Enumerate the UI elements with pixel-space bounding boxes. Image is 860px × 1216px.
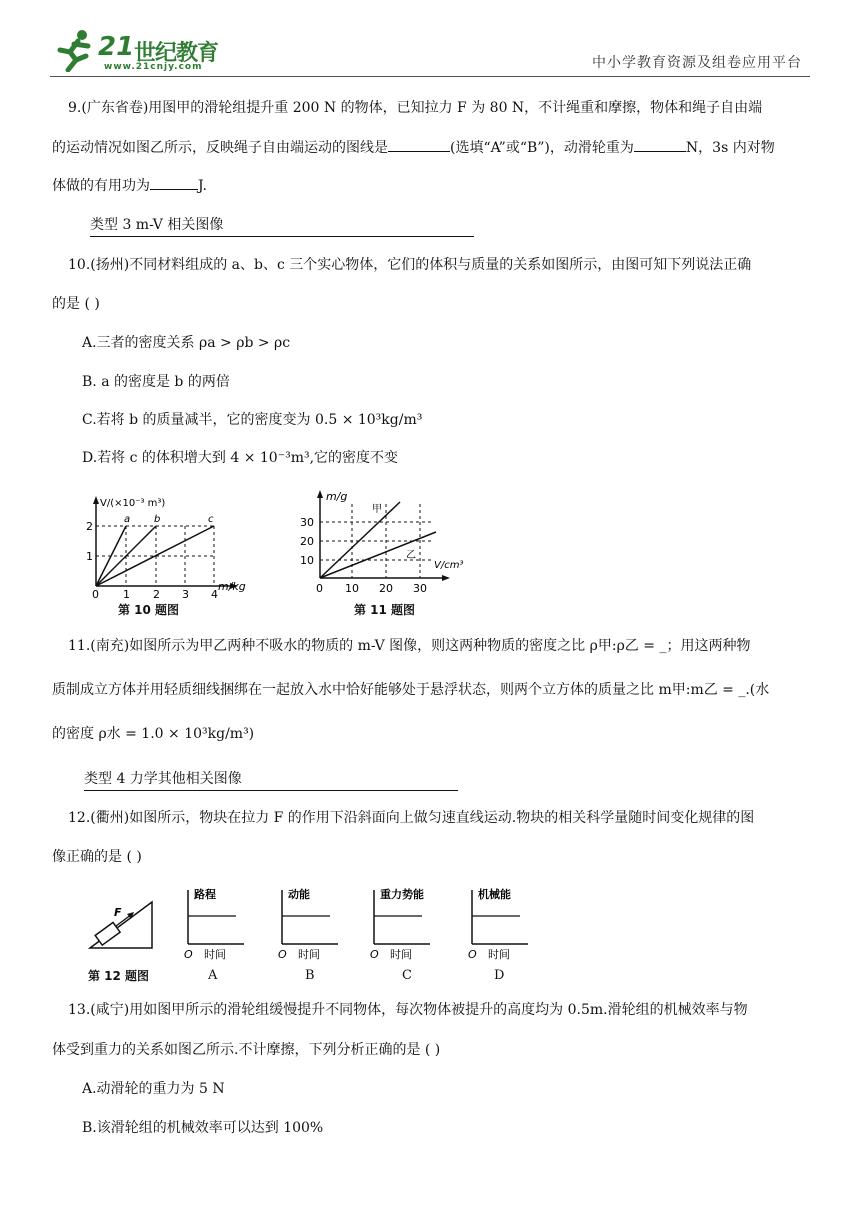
fig10-line-c xyxy=(96,526,214,586)
graph-origin: O xyxy=(468,948,477,961)
q13-line2: 体受到重力的关系如图乙所示.不计摩擦，下列分析正确的是 ( ) xyxy=(52,1042,441,1058)
section-type3: 类型 3 m-V 相关图像 xyxy=(90,214,474,237)
fig12-graph-d xyxy=(466,886,556,962)
q13-option-b: B.该滑轮组的机械效率可以达到 100% xyxy=(82,1120,324,1136)
q9-line2: 的运动情况如图乙所示，反映绳子自由端运动的图线是 (选填“A”或“B”)，动滑轮重为 N，3s 内对物 xyxy=(52,137,775,158)
fig10-xtick: 3 xyxy=(182,588,189,601)
fig12-graph-b xyxy=(276,886,366,962)
fig10-ytick: 1 xyxy=(86,550,93,563)
q9-line1: 9.(广东省卷)用图甲的滑轮组提升重 200 N 的物体，已知拉力 F 为 80 N，不计绳重和摩擦，物体和绳子自由端 xyxy=(68,100,763,116)
q10-line2: 的是 ( ) xyxy=(52,296,100,312)
fig11-graph xyxy=(296,486,476,602)
fig10-label-a: a xyxy=(124,514,131,525)
graph-origin: O xyxy=(370,948,379,961)
force-label: F xyxy=(114,906,122,919)
graph-xlabel: 时间 xyxy=(390,948,412,961)
platform-title: 中小学教育资源及组卷应用平台 xyxy=(592,55,802,71)
graph-c-letter: C xyxy=(402,968,412,983)
fig10-label-c: c xyxy=(208,514,214,525)
fig11-xlabel: V/cm³ xyxy=(434,560,464,571)
logo-url: www.21cnjy.com xyxy=(104,62,203,72)
graph-origin: O xyxy=(278,948,287,961)
graph-a-letter: A xyxy=(208,968,218,983)
q12-line1: 12.(衢州)如图所示，物块在拉力 F 的作用下沿斜面向上做匀速直线运动.物块的相关科学量随时间变化规律的图 xyxy=(68,810,755,826)
q10-line1: 10.(扬州)不同材料组成的 a、b、c 三个实心物体，它们的体积与质量的关系如图所示，由图可知下列说法正确 xyxy=(68,257,752,273)
fig11-line-yi xyxy=(320,532,436,578)
fig11-ytick: 10 xyxy=(300,554,314,567)
fig11-ytick: 20 xyxy=(300,535,314,548)
fig11-line-jia xyxy=(320,502,400,578)
fig10-label-b: b xyxy=(154,514,161,525)
graph-d-letter: D xyxy=(494,968,505,983)
fig11-xtick: 10 xyxy=(345,582,359,595)
fig11-caption: 第 11 题图 xyxy=(354,603,416,617)
fig11-ylabel: m/g xyxy=(326,490,348,503)
q11-line1: 11.(南充)如图所示为甲乙两种不吸水的物质的 m-V 图像，则这两种物质的密度之比 ρ甲:ρ乙 = _；用这两种物 xyxy=(68,638,751,654)
q10-option-d: D.若将 c 的体积增大到 4 × 10⁻³m³,它的密度不变 xyxy=(82,450,399,466)
fig10-ytick: 2 xyxy=(86,520,93,533)
fig10-ylabel: V/(×10⁻³ m³) xyxy=(100,498,166,509)
fig11-origin: 0 xyxy=(316,582,323,595)
q9-line3: 体做的有用功为 J. xyxy=(52,175,207,196)
q13-option-a: A.动滑轮的重力为 5 N xyxy=(82,1081,225,1097)
fig11-ytick: 30 xyxy=(300,516,314,529)
graph-b-letter: B xyxy=(305,968,315,983)
fig12-incline xyxy=(86,892,158,952)
q11-line2: 质制成立方体并用轻质细线捆绑在一起放入水中恰好能够处于悬浮状态，则两个立方体的质量之比 m甲:m乙 = _.(水 xyxy=(52,682,770,698)
fig11-label-yi: 乙 xyxy=(406,550,416,561)
header-divider xyxy=(50,76,810,77)
fig10-xtick: 2 xyxy=(153,588,160,601)
fig11-label-jia: 甲 xyxy=(372,504,382,515)
logo-text: 世纪教育 xyxy=(134,41,219,66)
logo-number: 21 xyxy=(98,32,135,62)
fig11-xtick: 20 xyxy=(379,582,393,595)
fig10-origin: 0 xyxy=(92,588,99,601)
runner-icon xyxy=(52,28,98,72)
fig10-xtick: 4 xyxy=(211,588,218,601)
q13-line1: 13.(咸宁)用如图甲所示的滑轮组缓慢提升不同物体，每次物体被提升的高度均为 0.5m.滑轮组的机械效率与物 xyxy=(68,1002,748,1018)
q11-line3: 的密度 ρ水 = 1.0 × 10³kg/m³) xyxy=(52,726,255,742)
q10-option-a: A.三者的密度关系 ρa > ρb > ρc xyxy=(82,335,291,351)
section-type4: 类型 4 力学其他相关图像 xyxy=(84,768,458,791)
fig12-caption: 第 12 题图 xyxy=(88,969,150,983)
fig12-graph-a xyxy=(182,886,272,962)
q12-line2: 像正确的是 ( ) xyxy=(52,849,142,865)
q10-option-c: C.若将 b 的质量减半，它的密度变为 0.5 × 10³kg/m³ xyxy=(82,412,423,428)
graph-ylabel: 重力势能 xyxy=(380,888,424,901)
graph-ylabel: 动能 xyxy=(288,888,310,901)
fig11-xtick: 30 xyxy=(413,582,427,595)
fig10-xtick: 1 xyxy=(123,588,130,601)
graph-xlabel: 时间 xyxy=(298,948,320,961)
site-logo xyxy=(50,22,230,78)
fig10-caption: 第 10 题图 xyxy=(118,603,180,617)
graph-xlabel: 时间 xyxy=(488,948,510,961)
graph-ylabel: 路程 xyxy=(194,888,216,901)
fig10-xlabel: m/kg xyxy=(218,580,246,593)
graph-origin: O xyxy=(184,948,193,961)
q10-option-b: B. a 的密度是 b 的两倍 xyxy=(82,374,230,390)
fig10-graph xyxy=(84,492,264,602)
graph-xlabel: 时间 xyxy=(204,948,226,961)
fig12-graph-c xyxy=(368,886,458,962)
graph-ylabel: 机械能 xyxy=(478,888,511,901)
